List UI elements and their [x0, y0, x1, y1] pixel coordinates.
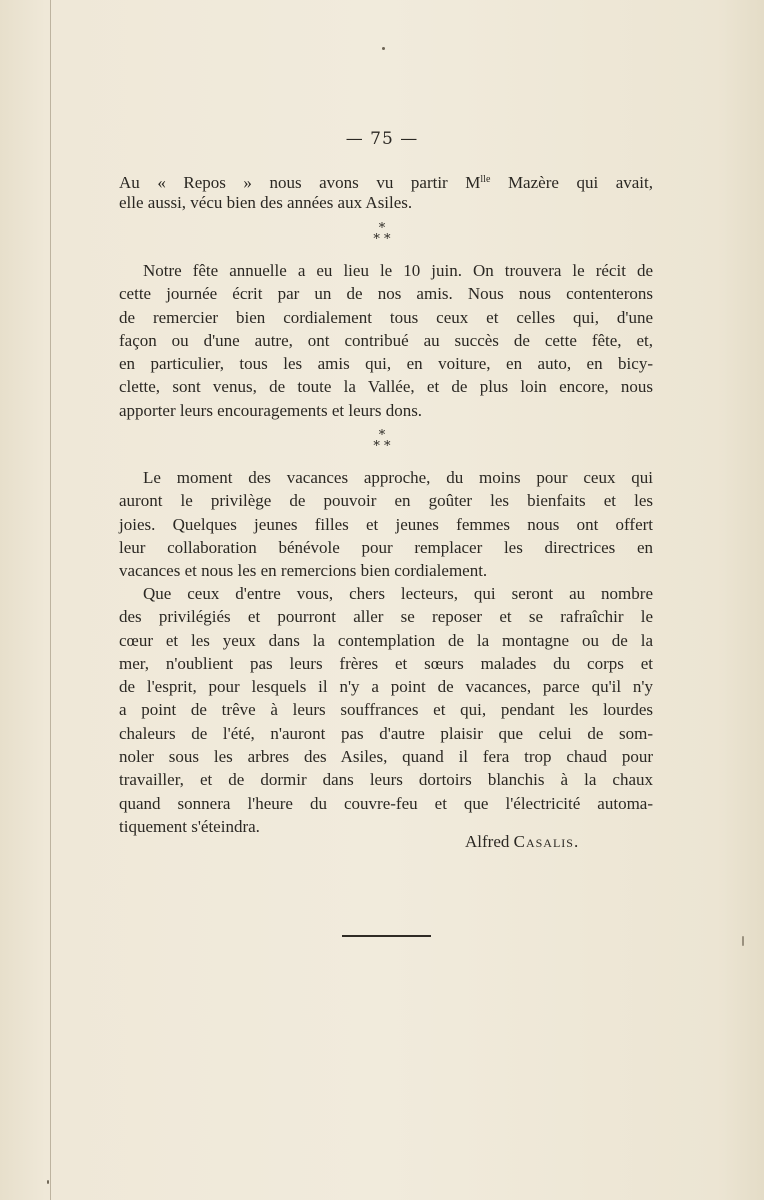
text-line: des privilégiés et pourront aller se reposer et se rafraîchir le: [119, 607, 653, 627]
text-line: Au « Repos » nous avons vu partir $M^{lle}$ Mazère qui avait,: [119, 173, 654, 192]
paragraph-fete: [119, 259, 653, 422]
text-line: a point de trêve à leurs souffrances et qui, pendant les lourdes: [119, 700, 653, 720]
paragraph-lecteurs: [119, 582, 653, 838]
paragraph-repos: [119, 168, 653, 215]
text-line: auront le privilège de pouvoir en goûter les bienfaits et les: [119, 491, 653, 511]
section-separator: [0, 430, 764, 452]
text-line: joies. Quelques jeunes filles et jeunes femmes nous ont offert: [119, 514, 653, 534]
text-line: de remercier bien cordialement tous ceux et celles qui, d'une: [119, 307, 653, 327]
end-rule: [342, 935, 431, 937]
section-separator: [0, 223, 764, 245]
text-line: elle aussi, vécu bien des années aux Asiles.: [119, 193, 413, 213]
author-signature: [465, 832, 579, 852]
text-line: Notre fête annuelle a eu lieu le 10 juin. On trouvera le récit de: [143, 261, 653, 280]
page-number: — 75 —: [345, 129, 419, 149]
text-line: apporter leurs encouragements et leurs dons.: [119, 400, 423, 420]
paper-speck: [382, 47, 385, 50]
text-line: leur collaboration bénévole pour remplacer les directrices en: [119, 537, 653, 557]
author-first-name: Alfred: [465, 832, 510, 851]
text-line: noler sous les arbres des Asiles, quand il fera trop chaud pour: [119, 747, 653, 767]
text-line: Le moment des vacances approche, du moins pour ceux qui: [143, 468, 653, 487]
text-line: quand sonnera l'heure du couvre-feu et que l'électricité automa-: [119, 793, 653, 813]
text-line: en particulier, tous les amis qui, en voiture, en auto, en bicy-: [119, 354, 653, 374]
text-line: cette journée écrit par un de nos amis. Nous nous contenterons: [119, 284, 653, 304]
separator-bottom-stars: * *: [373, 232, 391, 247]
paragraph-vacances: [119, 466, 653, 582]
separator-top-star: *: [378, 428, 386, 443]
text-line: chaleurs de l'été, n'auront pas d'autre plaisir que celui de som-: [119, 723, 653, 743]
binding-edge-line: [50, 0, 51, 1200]
text-line: travailler, et de dormir dans leurs dortoirs blanchis à la chaux: [119, 770, 653, 790]
text-line: clette, sont venus, de toute la Vallée, et de plus loin encore, nous: [119, 377, 653, 397]
separator-bottom-stars: * *: [373, 439, 391, 454]
author-last-name: Casalis.: [513, 832, 580, 851]
paper-speck: [47, 1180, 49, 1184]
text-line: cœur et les yeux dans la contemplation de la montagne ou de la: [119, 630, 653, 650]
text-line: tiquement s'éteindra.: [119, 816, 260, 836]
separator-top-star: *: [378, 221, 386, 236]
text-line: vacances et nous les en remercions bien cordialement.: [119, 561, 488, 581]
paper-speck: [742, 936, 744, 946]
text-line: Que ceux d'entre vous, chers lecteurs, qui seront au nombre: [143, 584, 653, 603]
text-line: de l'esprit, pour lesquels il n'y a point de vacances, parce qu'il n'y: [119, 677, 653, 697]
text-line: façon ou d'une autre, ont contribué au succès de cette fête, et,: [119, 330, 653, 350]
text-line: mer, n'oublient pas leurs frères et sœurs malades du corps et: [119, 653, 653, 673]
